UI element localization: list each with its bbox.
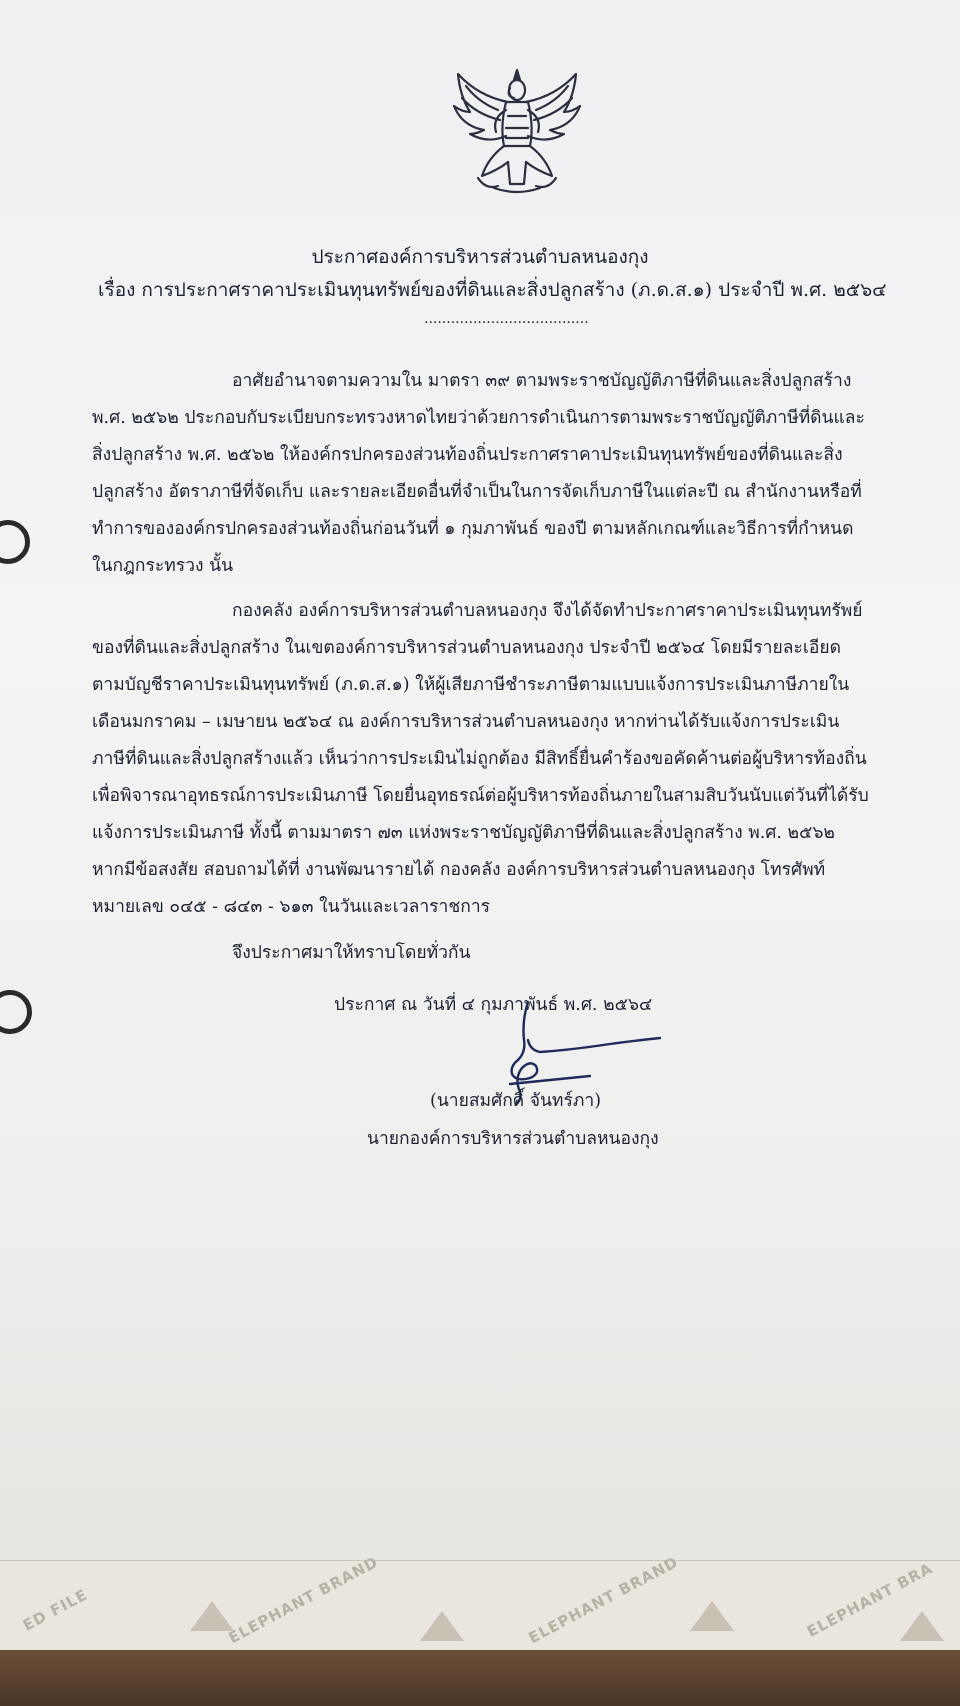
folder-triangle-icon bbox=[690, 1601, 734, 1631]
announcement-title: ประกาศองค์การบริหารส่วนตำบลหนองกุง bbox=[311, 246, 649, 268]
paragraph2-line: เพื่อพิจารณาอุทธรณ์การประเมินภาษี โดยยื่นอุทธรณ์ต่อผู้บริหารท้องถิ่นภายในสามสิบวันนับแต่วันที่ได้รับ bbox=[92, 786, 869, 806]
folder-triangle-icon bbox=[420, 1611, 464, 1641]
folder-label: ELEPHANT BRAND bbox=[225, 1552, 382, 1648]
folder-label: ELEPHANT BRAND bbox=[525, 1552, 682, 1648]
closing-statement: จึงประกาศมาให้ทราบโดยทั่วกัน bbox=[232, 943, 471, 963]
folder-label: ELEPHANT BRA bbox=[803, 1559, 936, 1641]
paragraph1-line: ในกฎกระทรวง นั้น bbox=[92, 556, 234, 576]
paragraph1-line: สิ่งปลูกสร้าง พ.ศ. ๒๕๖๒ ให้องค์กรปกครองส่วนท้องถิ่นประกาศราคาประเมินทุนทรัพย์ของที่ดินและสิ่ง bbox=[92, 445, 843, 465]
folder-triangle-icon bbox=[190, 1601, 234, 1631]
paragraph2-line: กองคลัง องค์การบริหารส่วนตำบลหนองกุง จึงได้จัดทำประกาศราคาประเมินทุนทรัพย์ bbox=[232, 601, 863, 621]
folder-triangle-icon bbox=[900, 1611, 944, 1641]
paragraph2-line: หากมีข้อสงสัย สอบถามได้ที่ งานพัฒนารายได้ กองคลัง องค์การบริหารส่วนตำบลหนองกุง โทรศัพท์ bbox=[92, 860, 826, 880]
paragraph2-line: ตามบัญชีราคาประเมินทุนทรัพย์ (ภ.ด.ส.๑) ให้ผู้เสียภาษีชำระภาษีตามแบบแจ้งการประเมินภาษีภายใน bbox=[92, 675, 850, 695]
paragraph2-line: แจ้งการประเมินภาษี ทั้งนี้ ตามมาตรา ๗๓ แห่งพระราชบัญญัติภาษีที่ดินและสิ่งปลูกสร้าง พ.ศ. ๒๕๖๒ bbox=[92, 823, 835, 843]
folder-strip bbox=[0, 1552, 960, 1661]
paragraph2-line: ภาษีที่ดินและสิ่งปลูกสร้างแล้ว เห็นว่าการประเมินไม่ถูกต้อง มีสิทธิ์ยื่นคำร้องขอคัดค้านต่อผู้บริหารท้องถิ่น bbox=[92, 749, 867, 769]
paragraph2-line: หมายเลข ๐๔๕ - ๘๔๓ - ๖๑๓ ในวันและเวลาราชการ bbox=[92, 897, 491, 917]
title-divider: ..................................... bbox=[424, 311, 589, 327]
signatory-position: นายกองค์การบริหารส่วนตำบลหนองกุง bbox=[367, 1129, 659, 1149]
garuda-emblem-icon bbox=[448, 66, 586, 198]
paragraph1-line: พ.ศ. ๒๕๖๒ ประกอบกับระเบียบกระทรวงหาดไทยว่าด้วยการดำเนินการตามพระราชบัญญัติภาษีที่ดินและ bbox=[92, 408, 865, 428]
announcement-subject: เรื่อง การประกาศราคาประเมินทุนทรัพย์ของที่ดินและสิ่งปลูกสร้าง (ภ.ด.ส.๑) ประจำปี พ.ศ. ๒๕๖๔ bbox=[98, 279, 887, 301]
paragraph1-line: อาศัยอำนาจตามความใน มาตรา ๓๙ ตามพระราชบัญญัติภาษีที่ดินและสิ่งปลูกสร้าง bbox=[232, 371, 852, 391]
paragraph1-line: ปลูกสร้าง อัตราภาษีที่จัดเก็บ และรายละเอียดอื่นที่จำเป็นในการจัดเก็บภาษีในแต่ละปี ณ สำนักงานหรือที่ bbox=[92, 482, 862, 502]
paragraph2-line: ของที่ดินและสิ่งปลูกสร้าง ในเขตองค์การบริหารส่วนตำบลหนองกุง ประจำปี ๒๕๖๔ โดยมีรายละเอียด bbox=[92, 638, 841, 658]
desk-surface bbox=[0, 1650, 960, 1706]
folder-label: ED FILE bbox=[19, 1585, 91, 1635]
paragraph1-line: ทำการขององค์กรปกครองส่วนท้องถิ่นก่อนวันที่ ๑ กุมภาพันธ์ ของปี ตามหลักเกณฑ์และวิธีการที่กำหนด bbox=[92, 519, 854, 539]
paragraph2-line: เดือนมกราคม – เมษายน ๒๕๖๔ ณ องค์การบริหารส่วนตำบลหนองกุง หากท่านได้รับแจ้งการประเมิน bbox=[92, 712, 840, 732]
signatory-name: (นายสมศักดิ์ จันทร์ภา) bbox=[430, 1091, 602, 1111]
announcement-date: ประกาศ ณ วันที่ ๔ กุมภาพันธ์ พ.ศ. ๒๕๖๔ bbox=[334, 995, 653, 1015]
